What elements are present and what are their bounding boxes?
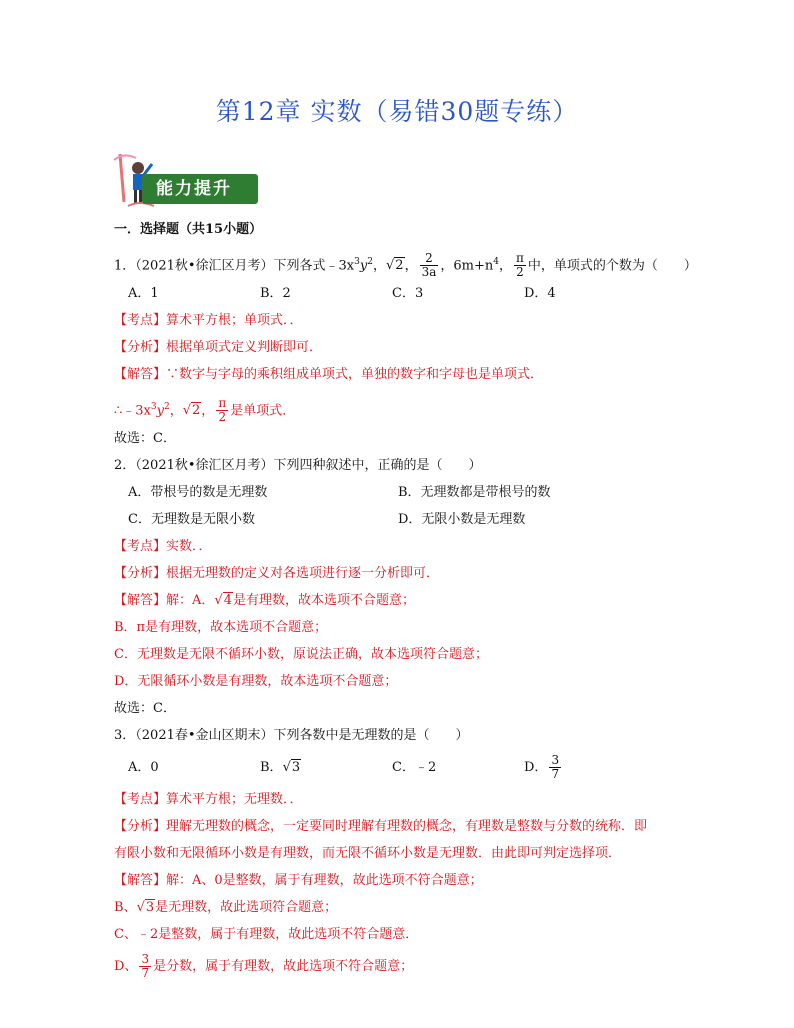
option-c: C．﹣2: [392, 760, 437, 775]
option-c: C．无理数是无限小数: [128, 512, 255, 527]
solution-b-line: B．π是有理数，故本选项不合题意；: [114, 620, 328, 635]
question-number: 1．: [114, 258, 136, 274]
question-1-stem: 1．（2021秋•徐汇区月考）下列各式$﹣3x^3y^2$，√2， $\frac{2}{3a}$ ，$6m+n^4$， $\frac{\pi}{2}$ 中，单项式的个数为（ ）: [114, 245, 714, 279]
question-3-options: [114, 751, 714, 785]
fenxi-line-2: 有限小数和无限循环小数是有理数，而无限不循环小数是无理数．由此即可判定选择项．: [114, 846, 622, 861]
option-c: C．3: [392, 286, 424, 301]
option-b: B．无理数都是带根号的数: [398, 485, 551, 500]
sqrt-expression: √2: [385, 258, 404, 274]
question-2-options-row1: [114, 481, 714, 505]
solution-c-line: C．无理数是无限不循环小数，原说法正确，故本选项符合题意；: [114, 647, 488, 662]
sqrt-expression: √2: [182, 403, 201, 419]
fraction: $\frac{2}{3a}$: [421, 251, 437, 280]
question-2-options-row2: [114, 508, 714, 532]
sqrt-expression: √4: [214, 593, 232, 608]
question-2-stem: 2．（2021秋•徐汇区月考）下列四种叙述中，正确的是（ ）: [114, 458, 482, 473]
option-b: B．2: [260, 286, 291, 301]
fenxi-line: 【分析】理解无理数的概念，一定要同时理解有理数的概念，有理数是整数与分数的统称．即: [114, 819, 648, 834]
option-b: B．√3: [260, 760, 301, 775]
document-body: [114, 218, 714, 987]
fenxi-line: 【分析】根据无理数的定义对各选项进行逐一分析即可．: [114, 566, 440, 581]
page-title: 第12章 实数（易错30题专练）: [215, 97, 579, 126]
fraction: $\frac{\pi}{2}$: [218, 396, 227, 425]
kaodian-line: 【考点】算术平方根；无理数．．: [114, 792, 303, 807]
solution-d-line: D．无限循环小数是有理数，故本选项不合题意；: [114, 674, 398, 689]
question-3-stem: 3．（2021春•金山区期末）下列各数中是无理数的是（ ）: [114, 728, 469, 743]
solution-b-line: B、√3是无理数，故此选项符合题意；: [114, 900, 338, 915]
section-heading: 一．选择题（共15小题）: [114, 222, 263, 237]
kaodian-line: 【考点】实数．．: [114, 539, 212, 554]
jieda-line: 【解答】解：A、0是整数，属于有理数，故此选项不符合题意；: [114, 873, 483, 888]
banner-label: 能力提升: [142, 174, 258, 204]
option-d: D．无限小数是无理数: [398, 512, 526, 527]
solution-c-line: C、﹣2是整数，属于有理数，故此选项不符合题意．: [114, 927, 419, 942]
option-d: D． $\frac{3}{7}$: [524, 753, 560, 781]
answer-line: 故选：C．: [114, 431, 176, 446]
jieda-line: 【解答】∵数字与字母的乘积组成单项式，单独的数字和字母也是单项式．: [114, 367, 544, 382]
fenxi-line: 【分析】根据单项式定义判断即可．: [114, 340, 323, 355]
jieda-line: 【解答】解：A．√4是有理数，故本选项不合题意；: [114, 589, 714, 613]
solution-d-line: D、 $\frac{3}{7}$ 是分数，属于有理数，故此选项不符合题意；: [114, 952, 414, 980]
section-banner: [110, 150, 270, 210]
therefore-line: $\therefore﹣3x^3y^2$，√2， $\frac{\pi}{2}$ 是单项式．: [114, 390, 714, 424]
option-a: A．带根号的数是无理数: [128, 485, 268, 500]
answer-line: 故选：C．: [114, 701, 176, 716]
question-1-options: [114, 282, 714, 306]
option-d: D．4: [524, 286, 556, 301]
option-a: A．0: [128, 760, 159, 775]
option-a: A．1: [128, 286, 159, 301]
fraction: $\frac{\pi}{2}$: [516, 251, 524, 280]
kaodian-line: 【考点】算术平方根；单项式．．: [114, 313, 303, 328]
